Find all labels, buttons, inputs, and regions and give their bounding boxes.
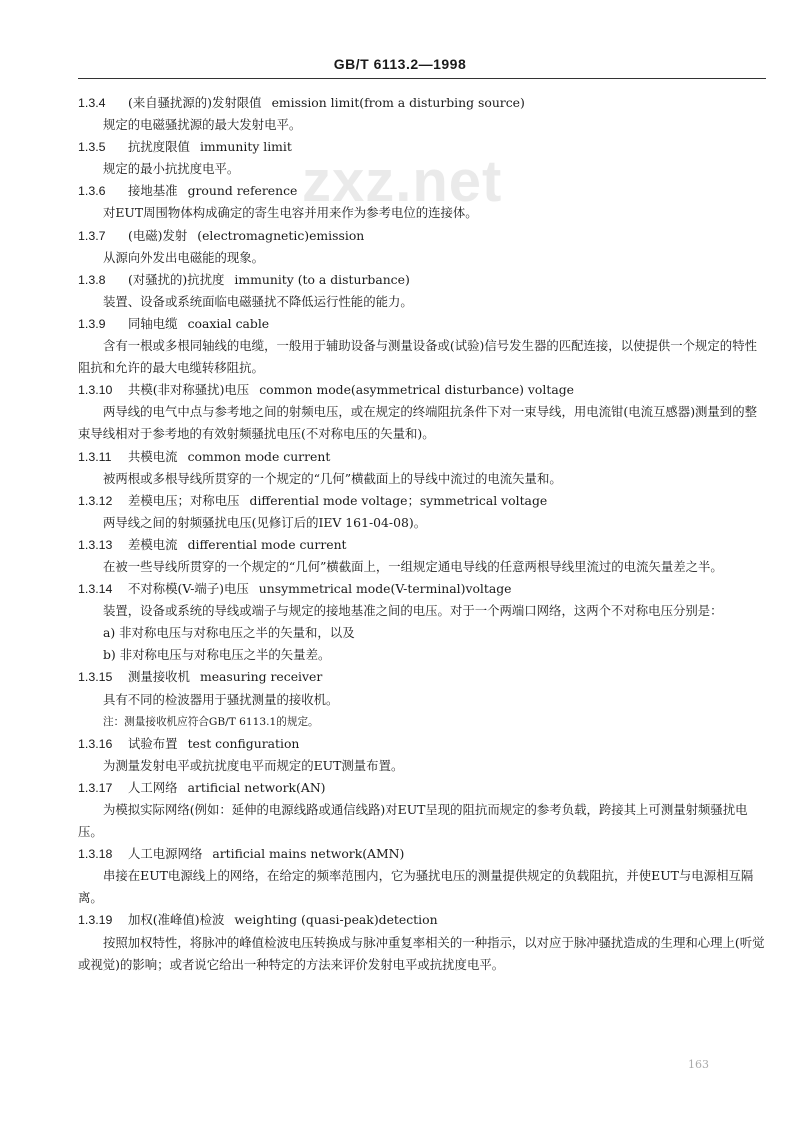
page-number: 163 [688, 1058, 709, 1071]
term-heading [78, 733, 768, 755]
definition-text: 规定的最小抗扰度电平。 [103, 161, 240, 177]
term-english: common mode current [187, 448, 331, 464]
term-chinese: 测量接收机 [128, 669, 190, 685]
watermark: zxz.net [302, 149, 503, 214]
definition-text: 两导线之间的射频骚扰电压(见修订后的IEV 161-04-08)。 [103, 514, 427, 530]
term-english: immunity (to a disturbance) [234, 271, 410, 287]
term-heading [78, 180, 768, 202]
term-english: unsymmetrical mode(V-terminal)voltage [258, 581, 512, 597]
term-heading [78, 269, 768, 291]
clause-number: 1.3.8 [78, 272, 106, 287]
definition-text: 按照加权特性，将脉冲的峰值检波电压转换成与脉冲重复率相关的一种指示，以对应于脉冲骚扰造成的生理和心理上(听觉或视觉)的影响；或者说它给出一种特定的方法来评价发射电平或抗扰度电平。 [78, 934, 765, 972]
clause-number: 1.3.6 [78, 184, 106, 199]
definition-text: 装置，设备或系统的导线或端子与规定的接地基准之间的电压。对于一个两端口网络，这两个不对称电压分别是： [103, 603, 723, 619]
term-chinese: 试验布置 [128, 735, 178, 751]
term-heading [78, 578, 768, 600]
document-body [78, 92, 768, 976]
term-chinese: 接地基准 [128, 183, 178, 199]
term-english: coaxial cable [187, 315, 270, 331]
term-heading [78, 490, 768, 512]
definition-text: 具有不同的检波器用于骚扰测量的接收机。 [103, 691, 339, 707]
term-chinese: (电磁)发射 [128, 227, 188, 243]
term-chinese: 人工网络 [128, 779, 178, 795]
definition-text: 为测量发射电平或抗扰度电平而规定的EUT测量布置。 [103, 757, 404, 773]
term-chinese: 差模电流 [128, 536, 178, 552]
clause-number: 1.3.15 [78, 670, 113, 685]
header-rule [78, 78, 766, 79]
term-english: weighting (quasi-peak)detection [234, 912, 438, 928]
note-text: 注：测量接收机应符合GB/T 6113.1的规定。 [103, 715, 319, 728]
definition-text: 两导线的电气中点与参考地之间的射频电压，或在规定的终端阻抗条件下对一束导线，用电流钳(电流互感器)测量到的整束导线相对于参考地的有效射频骚扰电压(不对称电压的矢量和)。 [78, 404, 757, 442]
clause-number: 1.3.11 [78, 449, 112, 464]
clause-number: 1.3.10 [78, 383, 113, 398]
term-english: differential mode voltage；symmetrical voltage [249, 492, 548, 508]
clause-number: 1.3.16 [78, 736, 113, 751]
list-item: b) 非对称电压与对称电压之半的矢量差。 [103, 647, 331, 663]
definition-text: 串接在EUT电源线上的网络，在给定的频率范围内，它为骚扰电压的测量提供规定的负载阻抗，并使EUT与电源相互隔离。 [78, 868, 754, 906]
definition-text: 从源向外发出电磁能的现象。 [103, 249, 265, 265]
term-chinese: (对骚扰的)抗扰度 [128, 271, 225, 287]
term-heading [78, 534, 768, 556]
term-chinese: 不对称模(V-端子)电压 [128, 581, 249, 597]
term-english: differential mode current [187, 536, 347, 552]
definition-text: 在被一些导线所贯穿的一个规定的“几何”横截面上，一组规定通电导线的任意两根导线里流过的电流矢量差之半。 [103, 558, 723, 574]
term-english: (electromagnetic)emission [197, 227, 365, 243]
clause-number: 1.3.19 [78, 913, 113, 928]
term-english: common mode(asymmetrical disturbance) voltage [259, 382, 574, 398]
definition-text: 为模拟实际网络(例如：延伸的电源线路或通信线路)对EUT呈现的阻抗而规定的参考负载，跨接其上可测量射频骚扰电压。 [78, 802, 748, 840]
term-chinese: (来自骚扰源的)发射限值 [128, 95, 262, 110]
clause-number: 1.3.13 [78, 537, 113, 552]
term-english: immunity limit [199, 139, 292, 155]
term-chinese: 人工电源网络 [128, 846, 203, 862]
term-english: artificial mains network(AMN) [212, 846, 405, 862]
clause-number: 1.3.14 [78, 582, 113, 597]
term-heading [78, 909, 768, 931]
term-english: test configuration [187, 735, 300, 751]
term-chinese: 同轴电缆 [128, 315, 178, 331]
list-item: a) 非对称电压与对称电压之半的矢量和，以及 [103, 625, 355, 641]
definition-text: 被两根或多根导线所贯穿的一个规定的“几何”横截面上的导线中流过的电流矢量和。 [103, 470, 562, 486]
term-english: artificial network(AN) [187, 779, 326, 795]
clause-number: 1.3.18 [78, 847, 113, 862]
term-heading [78, 136, 768, 158]
page-header: GB/T 6113.2—1998 [333, 56, 467, 72]
term-heading [78, 777, 768, 799]
term-english: ground reference [187, 183, 298, 199]
definition-text: 规定的电磁骚扰源的最大发射电平。 [103, 117, 302, 133]
clause-number: 1.3.7 [78, 228, 106, 243]
term-heading [78, 225, 768, 247]
term-english: measuring receiver [199, 669, 323, 685]
clause-number: 1.3.5 [78, 140, 106, 155]
definition-text: 装置、设备或系统面临电磁骚扰不降低运行性能的能力。 [103, 293, 413, 309]
term-heading [78, 666, 768, 688]
term-english: emission limit(from a disturbing source) [271, 95, 525, 110]
term-heading [78, 446, 768, 468]
term-heading [78, 843, 768, 865]
term-heading [78, 379, 768, 401]
term-chinese: 共模(非对称骚扰)电压 [128, 382, 250, 398]
clause-number: 1.3.12 [78, 493, 113, 508]
definition-text: 对EUT周围物体构成确定的寄生电容并用来作为参考电位的连接体。 [103, 205, 478, 221]
clause-number: 1.3.17 [78, 780, 113, 795]
term-chinese: 共模电流 [128, 448, 178, 464]
definition-text: 含有一根或多根同轴线的电缆，一般用于辅助设备与测量设备或(试验)信号发生器的匹配连接，以使提供一个规定的特性阻抗和允许的最大电缆转移阻抗。 [78, 338, 757, 376]
term-heading [78, 313, 768, 335]
clause-number: 1.3.4 [78, 96, 106, 110]
term-chinese: 加权(准峰值)检波 [128, 912, 225, 928]
term-heading [78, 92, 768, 114]
clause-number: 1.3.9 [78, 316, 106, 331]
term-chinese: 差模电压；对称电压 [128, 492, 240, 508]
term-chinese: 抗扰度限值 [128, 139, 190, 155]
